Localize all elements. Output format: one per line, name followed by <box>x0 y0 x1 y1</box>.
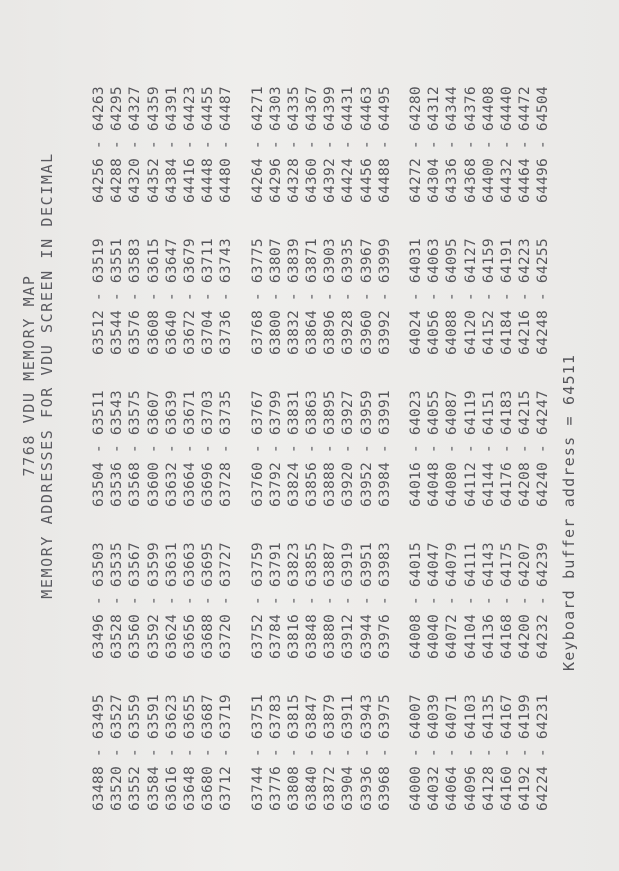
address-range: 63736 - 63743 <box>217 238 235 355</box>
address-row <box>217 86 235 811</box>
address-range: 64128 - 64135 <box>479 694 497 811</box>
address-range: 64464 - 64472 <box>516 86 534 203</box>
address-range: 63992 - 63999 <box>375 238 393 355</box>
address-range: 64456 - 64463 <box>357 86 375 203</box>
address-range: 63880 - 63887 <box>321 542 339 659</box>
address-range: 63968 - 63975 <box>375 694 393 811</box>
page-subtitle: MEMORY ADDRESSES FOR VDU SCREEN IN DECIMAL <box>38 152 56 599</box>
address-range: 63624 - 63631 <box>162 542 180 659</box>
address-row <box>376 86 394 811</box>
address-range: 63856 - 63863 <box>303 390 321 507</box>
keyboard-buffer-note: Keyboard buffer address = 64511 <box>560 353 578 671</box>
address-range: 63528 - 63535 <box>108 542 126 659</box>
address-range: 63504 - 63511 <box>90 390 107 507</box>
address-range: 64424 - 64431 <box>339 86 357 203</box>
address-range: 64184 - 64191 <box>497 238 515 355</box>
address-range: 64192 - 64199 <box>516 694 534 811</box>
address-row <box>443 86 461 811</box>
address-range: 63728 - 63735 <box>217 390 235 507</box>
address-range: 64104 - 64111 <box>461 542 479 659</box>
address-range: 64008 - 64015 <box>407 542 424 659</box>
address-range: 63576 - 63583 <box>126 238 144 355</box>
address-range: 64360 - 64367 <box>303 86 321 203</box>
address-range: 63568 - 63575 <box>126 390 144 507</box>
address-range: 63984 - 63991 <box>375 390 393 507</box>
address-range: 64272 - 64280 <box>407 86 424 203</box>
address-range: 64000 - 64007 <box>407 694 424 811</box>
address-row <box>267 86 285 811</box>
address-range: 64024 - 64031 <box>407 238 424 355</box>
address-range: 63784 - 63791 <box>266 542 284 659</box>
address-range: 64216 - 64223 <box>516 238 534 355</box>
address-range: 63896 - 63903 <box>321 238 339 355</box>
address-range: 63816 - 63823 <box>284 542 302 659</box>
address-range: 64088 - 64095 <box>443 238 461 355</box>
address-range: 63536 - 63543 <box>108 390 126 507</box>
address-range: 64248 - 64255 <box>534 238 552 355</box>
address-range: 63680 - 63687 <box>199 694 217 811</box>
address-range: 64176 - 64183 <box>497 390 515 507</box>
address-range: 63520 - 63527 <box>108 694 126 811</box>
address-range: 63688 - 63695 <box>199 542 217 659</box>
address-range: 64224 - 64231 <box>534 694 552 811</box>
address-range: 64064 - 64071 <box>443 694 461 811</box>
address-range: 63904 - 63911 <box>339 694 357 811</box>
address-range: 63752 - 63759 <box>248 542 266 659</box>
address-row <box>303 86 321 811</box>
address-table <box>90 86 566 811</box>
address-range: 63488 - 63495 <box>90 694 107 811</box>
address-range: 64416 - 64423 <box>180 86 198 203</box>
address-range: 64392 - 64399 <box>321 86 339 203</box>
address-row <box>498 86 516 811</box>
address-range: 63976 - 63983 <box>375 542 393 659</box>
address-range: 64480 - 64487 <box>217 86 235 203</box>
address-range: 64048 - 64055 <box>425 390 443 507</box>
address-row <box>285 86 303 811</box>
address-row <box>358 86 376 811</box>
address-range: 63616 - 63623 <box>162 694 180 811</box>
address-range: 63712 - 63719 <box>217 694 235 811</box>
address-range: 63920 - 63927 <box>339 390 357 507</box>
address-range: 64040 - 64047 <box>425 542 443 659</box>
address-range: 64328 - 64335 <box>284 86 302 203</box>
address-block <box>407 86 553 811</box>
address-range: 64160 - 64167 <box>497 694 515 811</box>
address-range: 63824 - 63831 <box>284 390 302 507</box>
address-range: 64200 - 64207 <box>516 542 534 659</box>
address-range: 64016 - 64023 <box>407 390 424 507</box>
address-range: 64448 - 64455 <box>199 86 217 203</box>
address-range: 64296 - 64303 <box>266 86 284 203</box>
address-range: 64072 - 64079 <box>443 542 461 659</box>
address-range: 63760 - 63767 <box>248 390 266 507</box>
address-range: 63592 - 63599 <box>144 542 162 659</box>
address-range: 64288 - 64295 <box>108 86 126 203</box>
address-row <box>534 86 552 811</box>
address-range: 63544 - 63551 <box>108 238 126 355</box>
address-range: 63888 - 63895 <box>321 390 339 507</box>
address-range: 63912 - 63919 <box>339 542 357 659</box>
address-range: 64056 - 64063 <box>425 238 443 355</box>
address-range: 63768 - 63775 <box>248 238 266 355</box>
address-range: 64384 - 64391 <box>162 86 180 203</box>
address-range: 63600 - 63607 <box>144 390 162 507</box>
address-range: 63832 - 63839 <box>284 238 302 355</box>
address-range: 64208 - 64215 <box>516 390 534 507</box>
address-range: 63552 - 63559 <box>126 694 144 811</box>
address-range: 64136 - 64143 <box>479 542 497 659</box>
address-range: 63744 - 63751 <box>248 694 266 811</box>
address-range: 63848 - 63855 <box>303 542 321 659</box>
address-range: 64112 - 64119 <box>461 390 479 507</box>
page-title: 7768 VDU MEMORY MAP <box>20 274 38 477</box>
address-range: 63664 - 63671 <box>180 390 198 507</box>
address-range: 64168 - 64175 <box>497 542 515 659</box>
address-row <box>516 86 534 811</box>
address-range: 64256 - 64263 <box>90 86 107 203</box>
address-row <box>249 86 267 811</box>
address-range: 63944 - 63951 <box>357 542 375 659</box>
address-range: 63928 - 63935 <box>339 238 357 355</box>
address-row <box>181 86 199 811</box>
address-range: 64232 - 64239 <box>534 542 552 659</box>
address-range: 63840 - 63847 <box>303 694 321 811</box>
address-row <box>199 86 217 811</box>
address-row <box>462 86 480 811</box>
address-range: 63608 - 63615 <box>144 238 162 355</box>
address-range: 64432 - 64440 <box>497 86 515 203</box>
address-range: 63704 - 63711 <box>199 238 217 355</box>
address-range: 64144 - 64151 <box>479 390 497 507</box>
address-range: 64240 - 64247 <box>534 390 552 507</box>
address-range: 63560 - 63567 <box>126 542 144 659</box>
address-range: 63960 - 63967 <box>357 238 375 355</box>
address-range: 63512 - 63519 <box>90 238 107 355</box>
address-range: 63648 - 63655 <box>180 694 198 811</box>
address-range: 63632 - 63639 <box>162 390 180 507</box>
address-row <box>126 86 144 811</box>
address-row <box>321 86 339 811</box>
address-range: 64120 - 64127 <box>461 238 479 355</box>
address-range: 63952 - 63959 <box>357 390 375 507</box>
address-range: 63776 - 63783 <box>266 694 284 811</box>
address-block <box>90 86 236 811</box>
address-range: 63808 - 63815 <box>284 694 302 811</box>
address-row <box>407 86 425 811</box>
address-row <box>145 86 163 811</box>
address-range: 63696 - 63703 <box>199 390 217 507</box>
address-range: 63496 - 63503 <box>90 542 107 659</box>
address-range: 63936 - 63943 <box>357 694 375 811</box>
address-range: 64496 - 64504 <box>534 86 552 203</box>
address-range: 63720 - 63727 <box>217 542 235 659</box>
address-row <box>339 86 357 811</box>
address-block <box>249 86 395 811</box>
address-row <box>90 86 108 811</box>
address-range: 63864 - 63871 <box>303 238 321 355</box>
address-range: 64488 - 64495 <box>375 86 393 203</box>
address-range: 64096 - 64103 <box>461 694 479 811</box>
address-row <box>108 86 126 811</box>
address-range: 64352 - 64359 <box>144 86 162 203</box>
address-range: 63640 - 63647 <box>162 238 180 355</box>
address-range: 64320 - 64327 <box>126 86 144 203</box>
address-range: 64032 - 64039 <box>425 694 443 811</box>
address-row <box>425 86 443 811</box>
address-range: 63584 - 63591 <box>144 694 162 811</box>
address-range: 63872 - 63879 <box>321 694 339 811</box>
address-range: 63800 - 63807 <box>266 238 284 355</box>
address-range: 63792 - 63799 <box>266 390 284 507</box>
address-range: 64400 - 64408 <box>479 86 497 203</box>
address-range: 64152 - 64159 <box>479 238 497 355</box>
address-range: 64368 - 64376 <box>461 86 479 203</box>
address-row <box>163 86 181 811</box>
address-range: 64080 - 64087 <box>443 390 461 507</box>
address-range: 63656 - 63663 <box>180 542 198 659</box>
address-range: 64304 - 64312 <box>425 86 443 203</box>
address-range: 64264 - 64271 <box>248 86 266 203</box>
address-row <box>480 86 498 811</box>
address-range: 64336 - 64344 <box>443 86 461 203</box>
address-range: 63672 - 63679 <box>180 238 198 355</box>
